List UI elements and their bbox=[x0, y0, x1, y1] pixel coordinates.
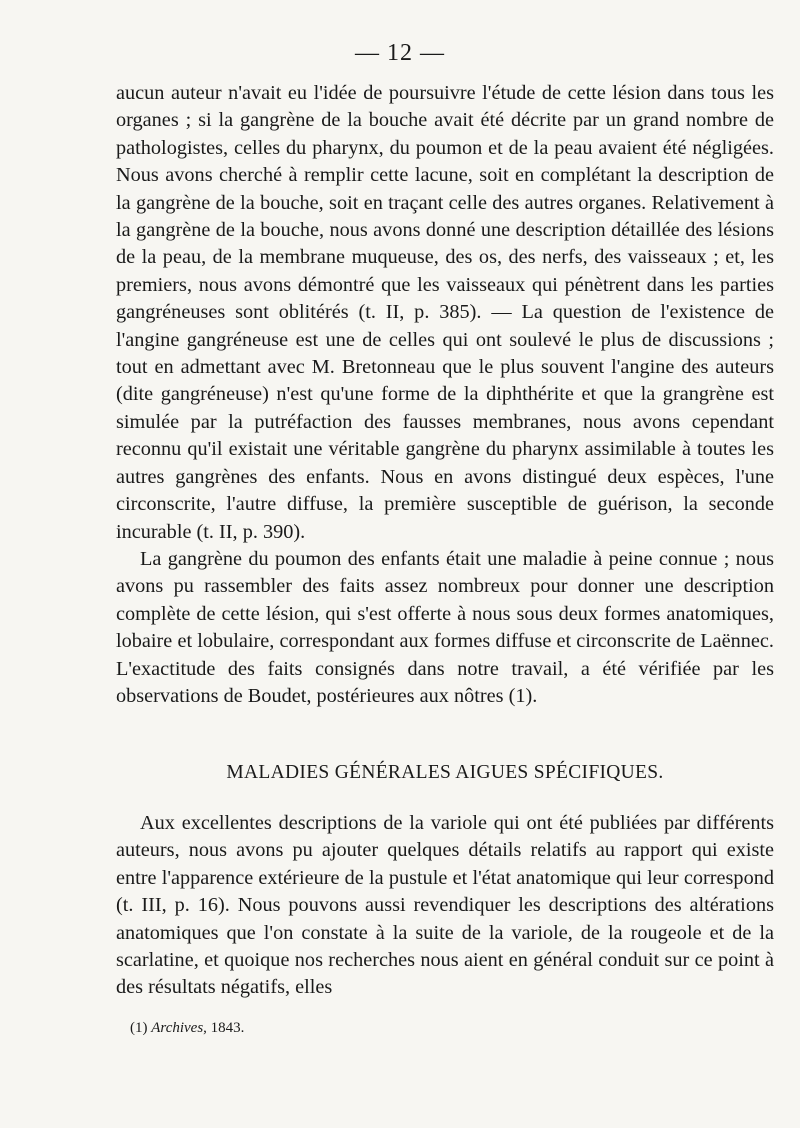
body-text-lower bbox=[116, 810, 774, 1002]
page-number: — 12 — bbox=[355, 40, 445, 66]
paragraph-gangrene-poumon: La gangrène du poumon des enfants était une maladie à peine connue ; nous avons pu rassembler des faits assez nombreux pour donner une description complète de cette lésion, qui s'est offerte à nous sous deux formes anatomiques, lobaire et lobulaire, correspondant aux formes diffuse et circonscrite de Laënnec. L'exactitude des faits consignés dans notre travail, a été vérifiée par les observations de Boudet, postérieures aux nôtres (1). bbox=[116, 547, 774, 707]
paragraph-variole: Aux excellentes descriptions de la variole qui ont été publiées par différents auteurs, nous avons pu ajouter quelques détails relatifs au rapport qui existe entre l'apparence extérieure de la pustule et l'état anatomique qui leur correspond (t. III, p. 16). Nous pouvons aussi revendiquer les descriptions des altérations anatomiques que l'on constate à la suite de la variole, de la rougeole et de la scarlatine, et quoique nos recherches nous aient en général conduit sur ce point à des résultats négatifs, elles bbox=[116, 812, 774, 999]
footnote bbox=[130, 1020, 770, 1037]
section-heading: MALADIES GÉNÉRALES AIGUES SPÉCIFIQUES. bbox=[226, 762, 664, 783]
footnote-rest: , 1843. bbox=[203, 1020, 245, 1036]
footnote-marker: (1) bbox=[130, 1020, 148, 1036]
paragraph-gangrene-bouche-pharynx: aucun auteur n'avait eu l'idée de poursuivre l'étude de cette lésion dans tous les organes ; si la gangrène de la bouche avait été décrite par un grand nombre de pathologistes, celles du pharynx, du poumon et de la peau avaient été négligées. Nous avons cherché à remplir cette lacune, soit en complétant la description de la gangrène de la bouche, soit en traçant celle des autres organes. Relativement à la gangrène de la bouche, nous avons donné une description détaillée des lésions de la peau, de la membrane muqueuse, des os, des nerfs, des vaisseaux ; et, les premiers, nous avons démontré que les vaisseaux qui pénètrent dans les parties gangréneuses sont oblitérés (t. II, p. 385). — La question de l'existence de l'angine gangréneuse est une de celles qui ont soulevé le plus de discussions ; tout en admettant avec M. Bretonneau que le plus souvent l'angine des auteurs (dite gangréneuse) n'est qu'une forme de la diphthérite et que la grangrène est simulée par la putréfaction des fausses membranes, nous avons cependant reconnu qu'il existait une véritable gangrène du pharynx assimilable à toutes les autres gangrènes des enfants. Nous en avons distingué deux espèces, l'une circonscrite, l'autre diffuse, la première susceptible de guérison, la seconde incurable (t. II, p. 390). bbox=[116, 82, 774, 543]
footnote-source: Archives bbox=[151, 1020, 204, 1036]
body-text-upper bbox=[116, 80, 774, 710]
